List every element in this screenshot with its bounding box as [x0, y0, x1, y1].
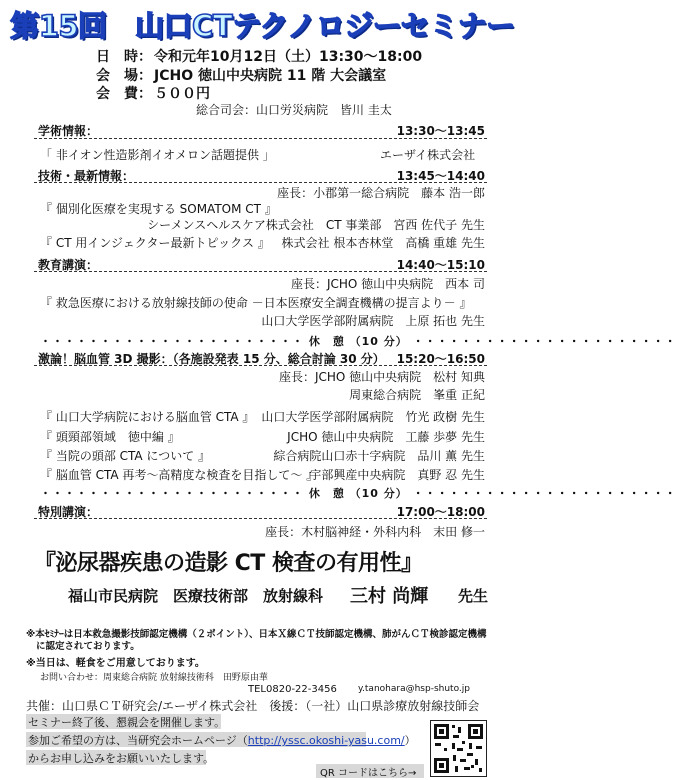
datetime-value: 令和元年10月12日（土）13:30～18:00 [154, 49, 423, 65]
academic-heading: 学術情報： [38, 124, 99, 138]
cta-heading: 激論！脳血管 3D 撮影：（各施設発表 15 分、総合討論 30 分） [38, 352, 385, 366]
divider [34, 271, 487, 272]
tech-speaker-2: 株式会社 根本杏林堂 高橋 重雄 先生 [281, 236, 485, 250]
footer-line-2-post: ） [404, 734, 416, 747]
tech-talk-1: 『 個別化医療を実現する SOMATOM CT 』 [40, 202, 277, 216]
tech-talk-2: 『 CT 用インジェクター最新トピックス 』 [40, 236, 270, 250]
academic-talk: 「 非イオン性造影剤イオメロン話題提供 」 [40, 148, 275, 162]
divider [34, 365, 487, 366]
cta-time: 15:20～16:50 [396, 352, 485, 366]
education-chair: 座長：JCHO 徳山中央病院 西本 司 [290, 277, 485, 291]
footer-line-1: セミナー終了後、懇親会を開催します。 [28, 716, 226, 729]
venue-row [96, 65, 386, 85]
footer-line-3: からお申し込みをお願いいたします。 [28, 752, 215, 765]
note-meal: ※当日は、軽食をご用意しております。 [26, 658, 205, 669]
lecturer-affiliation: 福山市民病院 医療技術部 放射線科 [68, 587, 324, 605]
cta-chair-2: 周東総合病院 峯重 正紀 [349, 388, 485, 402]
cta-talk: 『 頭頸部領域 徳中編 』 [40, 430, 180, 444]
homepage-link[interactable]: http://yssc.okoshi-yasu.com/ [247, 734, 405, 747]
qr-code-graphic [431, 721, 486, 776]
cta-speaker: 綜合病院山口赤十字病院 品川 薫 先生 [273, 449, 485, 463]
tech-speaker-1: シーメンスヘルスケア株式会社 CT 事業部 宮西 佐代子 先生 [147, 218, 485, 232]
contact-tel: TEL0820-22-3456 [248, 684, 337, 695]
tech-time: 13:45～14:40 [396, 169, 485, 183]
education-time: 14:40～15:10 [396, 258, 485, 272]
note-certification-cont: に認定されております。 [36, 641, 140, 652]
fee-row [96, 83, 210, 103]
cta-speaker: 宇部興産中央病院 真野 忍 先生 [309, 468, 485, 482]
cta-talk: 『 当院の頭部 CTA について 』 [40, 449, 211, 463]
contact-email[interactable]: y.tanohara@hsp-shuto.jp [358, 684, 470, 694]
venue-value: JCHO 徳山中央病院 11 階 大会議室 [154, 68, 387, 84]
note-certification: ※本ｾﾐﾅｰは日本救急撮影技師認定機構（２ポイント）、日本Ｘ線ＣＴ技師認定機構、肺がんＣＴ検診認定機構 [26, 629, 487, 640]
sponsor: 共催：山口県ＣＴ研究会/エーザイ株式会社 後援：（一社）山口県診療放射線技師会 [26, 699, 480, 713]
tech-chair: 座長：小郡第一総合病院 藤本 浩一郎 [277, 186, 485, 200]
cta-chair-1: 座長：JCHO 徳山中央病院 松村 知典 [278, 370, 485, 384]
academic-time: 13:30～13:45 [396, 124, 485, 138]
datetime-row [96, 46, 422, 66]
moderator: 総合司会：山口労災病院 皆川 圭太 [196, 103, 392, 117]
education-talk: 『 救急医療における放射線技師の使命 －日本医療安全調査機構の提言より－ 』 [40, 296, 472, 310]
fee-label: 会 費： [96, 86, 152, 102]
cta-talk: 『 山口大学病院における脳血管 CTA 』 [40, 410, 255, 424]
academic-org: エーザイ株式会社 [380, 148, 476, 162]
footer-line-2-pre: 参加ご希望の方は、当研究会ホームページ（ [28, 734, 248, 747]
lecturer-honorific: 先生 [458, 587, 489, 605]
page-title: 第15回 山口CTテクノロジーセミナー [10, 9, 515, 43]
divider [34, 518, 487, 519]
lecture-title: 『泌尿器疾患の造影 CT 検査の有用性』 [34, 551, 423, 576]
special-time: 17:00～18:00 [396, 505, 485, 519]
fee-value: ５００円 [154, 86, 210, 102]
cta-speaker: 山口大学医学部附属病院 竹光 政樹 先生 [261, 410, 485, 424]
qr-code-icon[interactable] [430, 720, 487, 777]
contact: お問い合わせ：周東総合病院 放射線技術科 田野原由華 [40, 673, 268, 683]
cta-speaker: JCHO 徳山中央病院 工藤 歩夢 先生 [287, 430, 485, 444]
divider [34, 138, 487, 139]
education-speaker: 山口大学医学部附属病院 上原 拓也 先生 [261, 314, 485, 328]
footer-line-2 [28, 732, 416, 748]
qr-label: QR コードはこちら→ [320, 768, 417, 779]
special-chair: 座長：木村脳神経・外科内科 末田 修一 [265, 525, 485, 539]
cta-talk: 『 脳血管 CTA 再考～高精度な検査を目指して～ 』 [40, 468, 319, 482]
break-2: ・・・・・・・・・・・・・・・・・・・・・・ 休 憩 （10 分） ・・・・・・・・・・・・・・・・・・・・・・ [40, 487, 677, 500]
divider [34, 182, 487, 183]
datetime-label: 日 時： [96, 49, 152, 65]
venue-label: 会 場： [96, 68, 152, 84]
lecturer-name: 三村 尚輝 [350, 586, 429, 607]
tech-heading: 技術・最新情報： [38, 169, 135, 183]
education-heading: 教育講演： [38, 258, 99, 272]
special-heading: 特別講演： [38, 505, 99, 519]
break-1: ・・・・・・・・・・・・・・・・・・・・・・ 休 憩 （10 分） ・・・・・・・・・・・・・・・・・・・・・・ [40, 335, 677, 348]
